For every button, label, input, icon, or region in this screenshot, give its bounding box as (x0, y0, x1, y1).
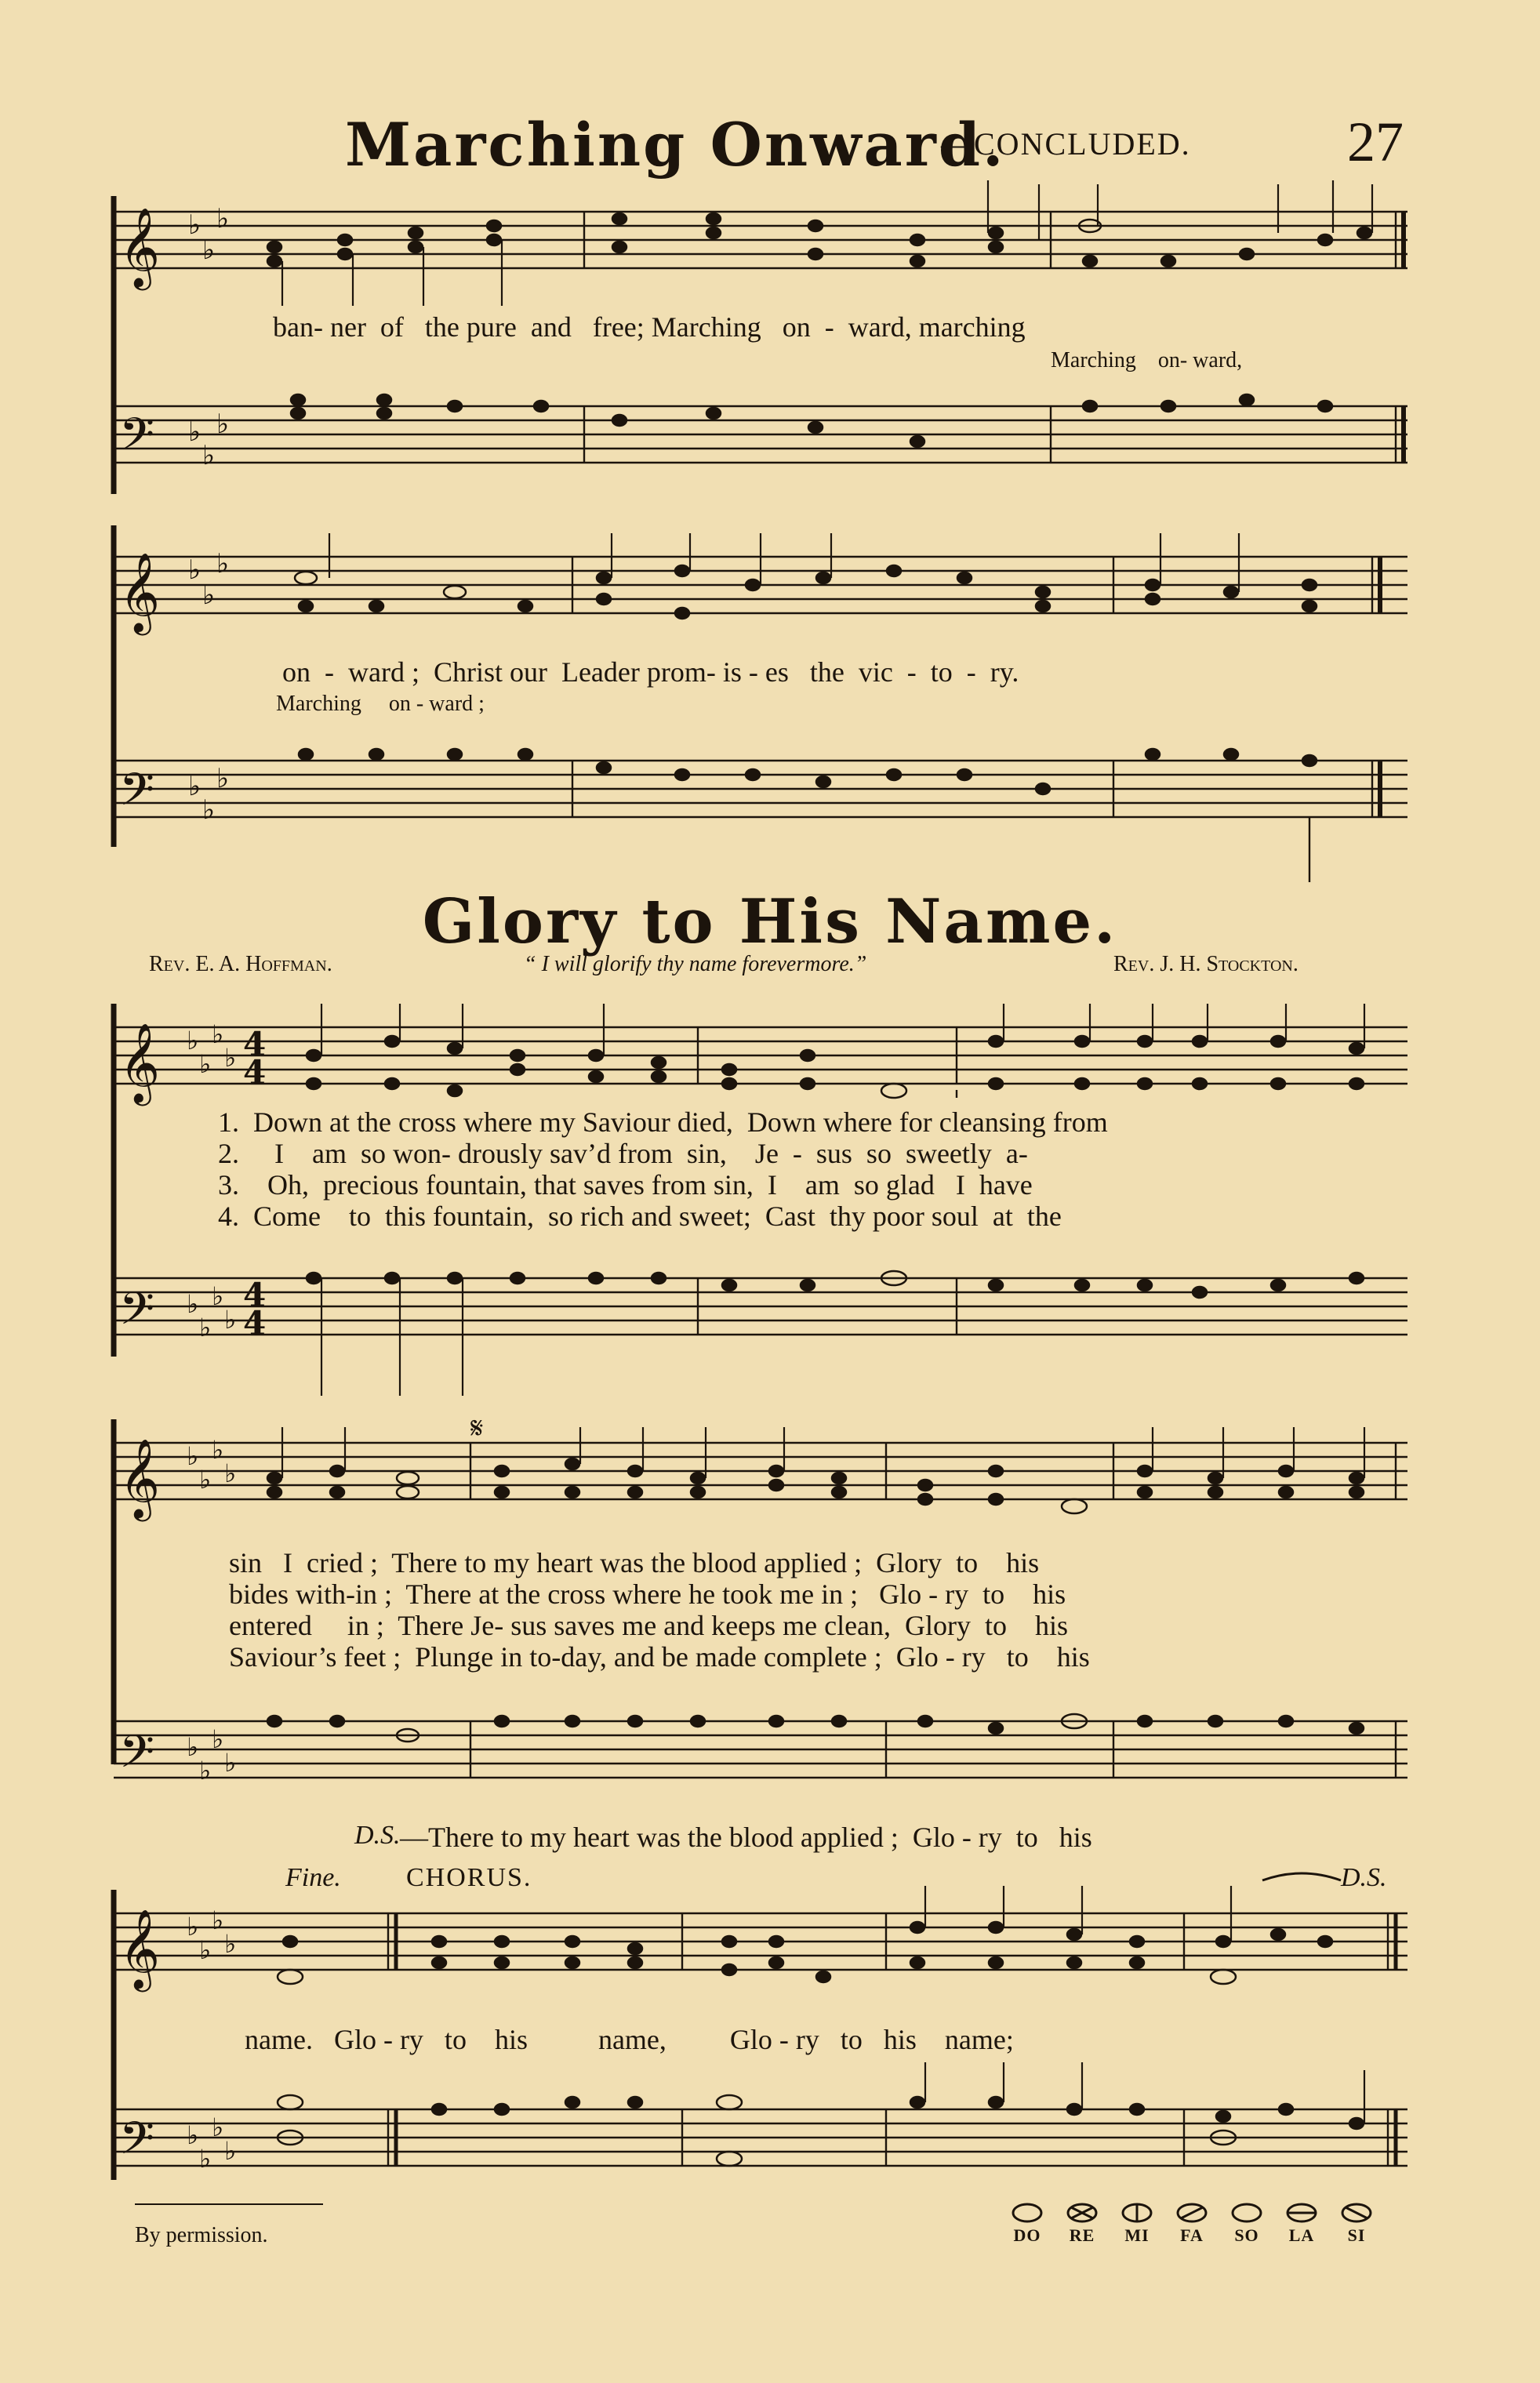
svg-text:𝄢: 𝄢 (119, 763, 155, 827)
svg-text:♭: ♭ (212, 2112, 224, 2142)
svg-text:𝄞: 𝄞 (119, 1022, 161, 1103)
svg-text:♭: ♭ (187, 1732, 199, 1762)
svg-text:♭: ♭ (187, 1026, 199, 1055)
svg-text:♭: ♭ (212, 1905, 224, 1935)
svg-text:𝄞: 𝄞 (119, 551, 161, 632)
permission-note: By permission. (135, 2223, 268, 2247)
verse-line: 3. Oh, precious fountain, that saves from sin, I am so glad I have (218, 1169, 1033, 1201)
svg-text:♭: ♭ (202, 794, 216, 826)
svg-text:♭: ♭ (212, 1281, 224, 1311)
svg-text:♭: ♭ (224, 1043, 237, 1073)
svg-text:♭: ♭ (212, 1724, 224, 1754)
svg-text:♭: ♭ (216, 763, 230, 794)
svg-text:♭: ♭ (224, 2136, 237, 2166)
svg-text:♭: ♭ (188, 771, 202, 802)
ds-end-label: D.S. (1341, 1863, 1387, 1892)
hymn-scripture: “ I will glorify thy name forevermore.” (524, 952, 867, 976)
solfa-label: SO (1234, 2225, 1259, 2245)
svg-text:𝄞: 𝄞 (119, 1437, 161, 1518)
verse-line: entered in ; There Je- sus saves me and keeps me clean, Glory to his (229, 1610, 1069, 1641)
lyric-line: ban- ner of the pure and free; Marching on - ward, marching (273, 311, 1026, 343)
section-title: Marching Onward. (345, 110, 1006, 180)
bass-cue-lyric: Marching on - ward ; (276, 692, 485, 716)
svg-text:♭: ♭ (224, 1929, 237, 1959)
ds-lyric-line: —There to my heart was the blood applied ; Glo - ry to his (400, 1822, 1092, 1853)
verse-line: 1. Down at the cross where my Saviour died, Down where for cleansing from (218, 1106, 1108, 1138)
hymn-author: Rev. E. A. Hoffman. (149, 952, 332, 976)
svg-text:♭: ♭ (199, 1756, 212, 1785)
verse-line: 2. I am so won- drously sav’d from sin, Je - sus so sweetly a- (218, 1138, 1028, 1169)
svg-text:♭: ♭ (216, 409, 230, 440)
svg-text:𝄢: 𝄢 (119, 408, 155, 472)
lyric-line: on - ward ; Christ our Leader prom- is - es the vic - to - ry. (282, 656, 1019, 688)
svg-text:4: 4 (243, 1025, 267, 1063)
hymn-composer: Rev. J. H. Stockton. (1113, 952, 1298, 976)
svg-text:𝄞: 𝄞 (119, 206, 161, 287)
chorus-label: CHORUS. (406, 1863, 532, 1892)
svg-text:♭: ♭ (187, 2120, 199, 2150)
svg-text:4: 4 (243, 1276, 267, 1314)
svg-text:♭: ♭ (199, 1049, 212, 1079)
fine-label: Fine. (285, 1863, 341, 1892)
bass-cue-lyric: Marching on- ward, (1051, 348, 1243, 372)
svg-text:4: 4 (243, 1304, 267, 1342)
svg-text:♭: ♭ (224, 1305, 237, 1335)
svg-text:♭: ♭ (187, 1441, 199, 1471)
svg-text:♭: ♭ (199, 1465, 212, 1495)
page-number: 27 (1347, 111, 1404, 173)
solfa-label: FA (1180, 2225, 1204, 2245)
svg-text:♭: ♭ (187, 1912, 199, 1942)
svg-text:♭: ♭ (199, 1935, 212, 1965)
svg-text:♭: ♭ (202, 440, 216, 471)
svg-text:𝄢: 𝄢 (119, 2112, 155, 2176)
svg-text:𝄢: 𝄢 (119, 1282, 155, 1346)
svg-text:♭: ♭ (188, 209, 202, 241)
svg-text:♭: ♭ (202, 579, 216, 611)
solfa-label: LA (1288, 2225, 1315, 2245)
music-staff-system (102, 188, 1419, 502)
svg-text:♭: ♭ (212, 1019, 224, 1049)
svg-text:𝄢: 𝄢 (119, 1725, 155, 1789)
solfa-label: SI (1347, 2225, 1366, 2245)
svg-text:𝄞: 𝄞 (119, 1908, 161, 1989)
svg-text:♭: ♭ (188, 554, 202, 586)
verse-line: bides with-in ; There at the cross where he took me in ; Glo - ry to his (229, 1578, 1066, 1610)
svg-text:♭: ♭ (199, 1313, 212, 1342)
footer-rule (135, 2203, 323, 2205)
verse-line: Saviour’s feet ; Plunge in to-day, and be made complete ; Glo - ry to his (229, 1641, 1090, 1673)
svg-text:♭: ♭ (216, 548, 230, 579)
solfa-label: MI (1124, 2225, 1150, 2245)
svg-text:♭: ♭ (199, 2144, 212, 2174)
hymn-title: Glory to His Name. (422, 886, 1118, 957)
verse-line: 4. Come to this fountain, so rich and sweet; Cast thy poor soul at the (218, 1201, 1062, 1232)
svg-text:♭: ♭ (224, 1748, 237, 1778)
solfa-label: DO (1013, 2225, 1041, 2245)
section-title-suffix: —CONCLUDED. (941, 126, 1191, 162)
svg-text:♭: ♭ (216, 203, 230, 234)
solfa-label: RE (1069, 2225, 1095, 2245)
svg-text:♭: ♭ (187, 1289, 199, 1319)
svg-text:♭: ♭ (212, 1435, 224, 1465)
chorus-lyric-line: name. Glo - ry to his name, Glo - ry to his name; (245, 2024, 1014, 2055)
svg-text:♭: ♭ (202, 234, 216, 266)
svg-text:♭: ♭ (188, 416, 202, 448)
verse-line: sin I cried ; There to my heart was the blood applied ; Glory to his (229, 1547, 1040, 1578)
svg-text:♭: ♭ (224, 1458, 237, 1488)
svg-text:𝄋: 𝄋 (470, 1411, 484, 1445)
svg-text:4: 4 (243, 1053, 267, 1092)
ds-label: D.S. (354, 1821, 401, 1850)
